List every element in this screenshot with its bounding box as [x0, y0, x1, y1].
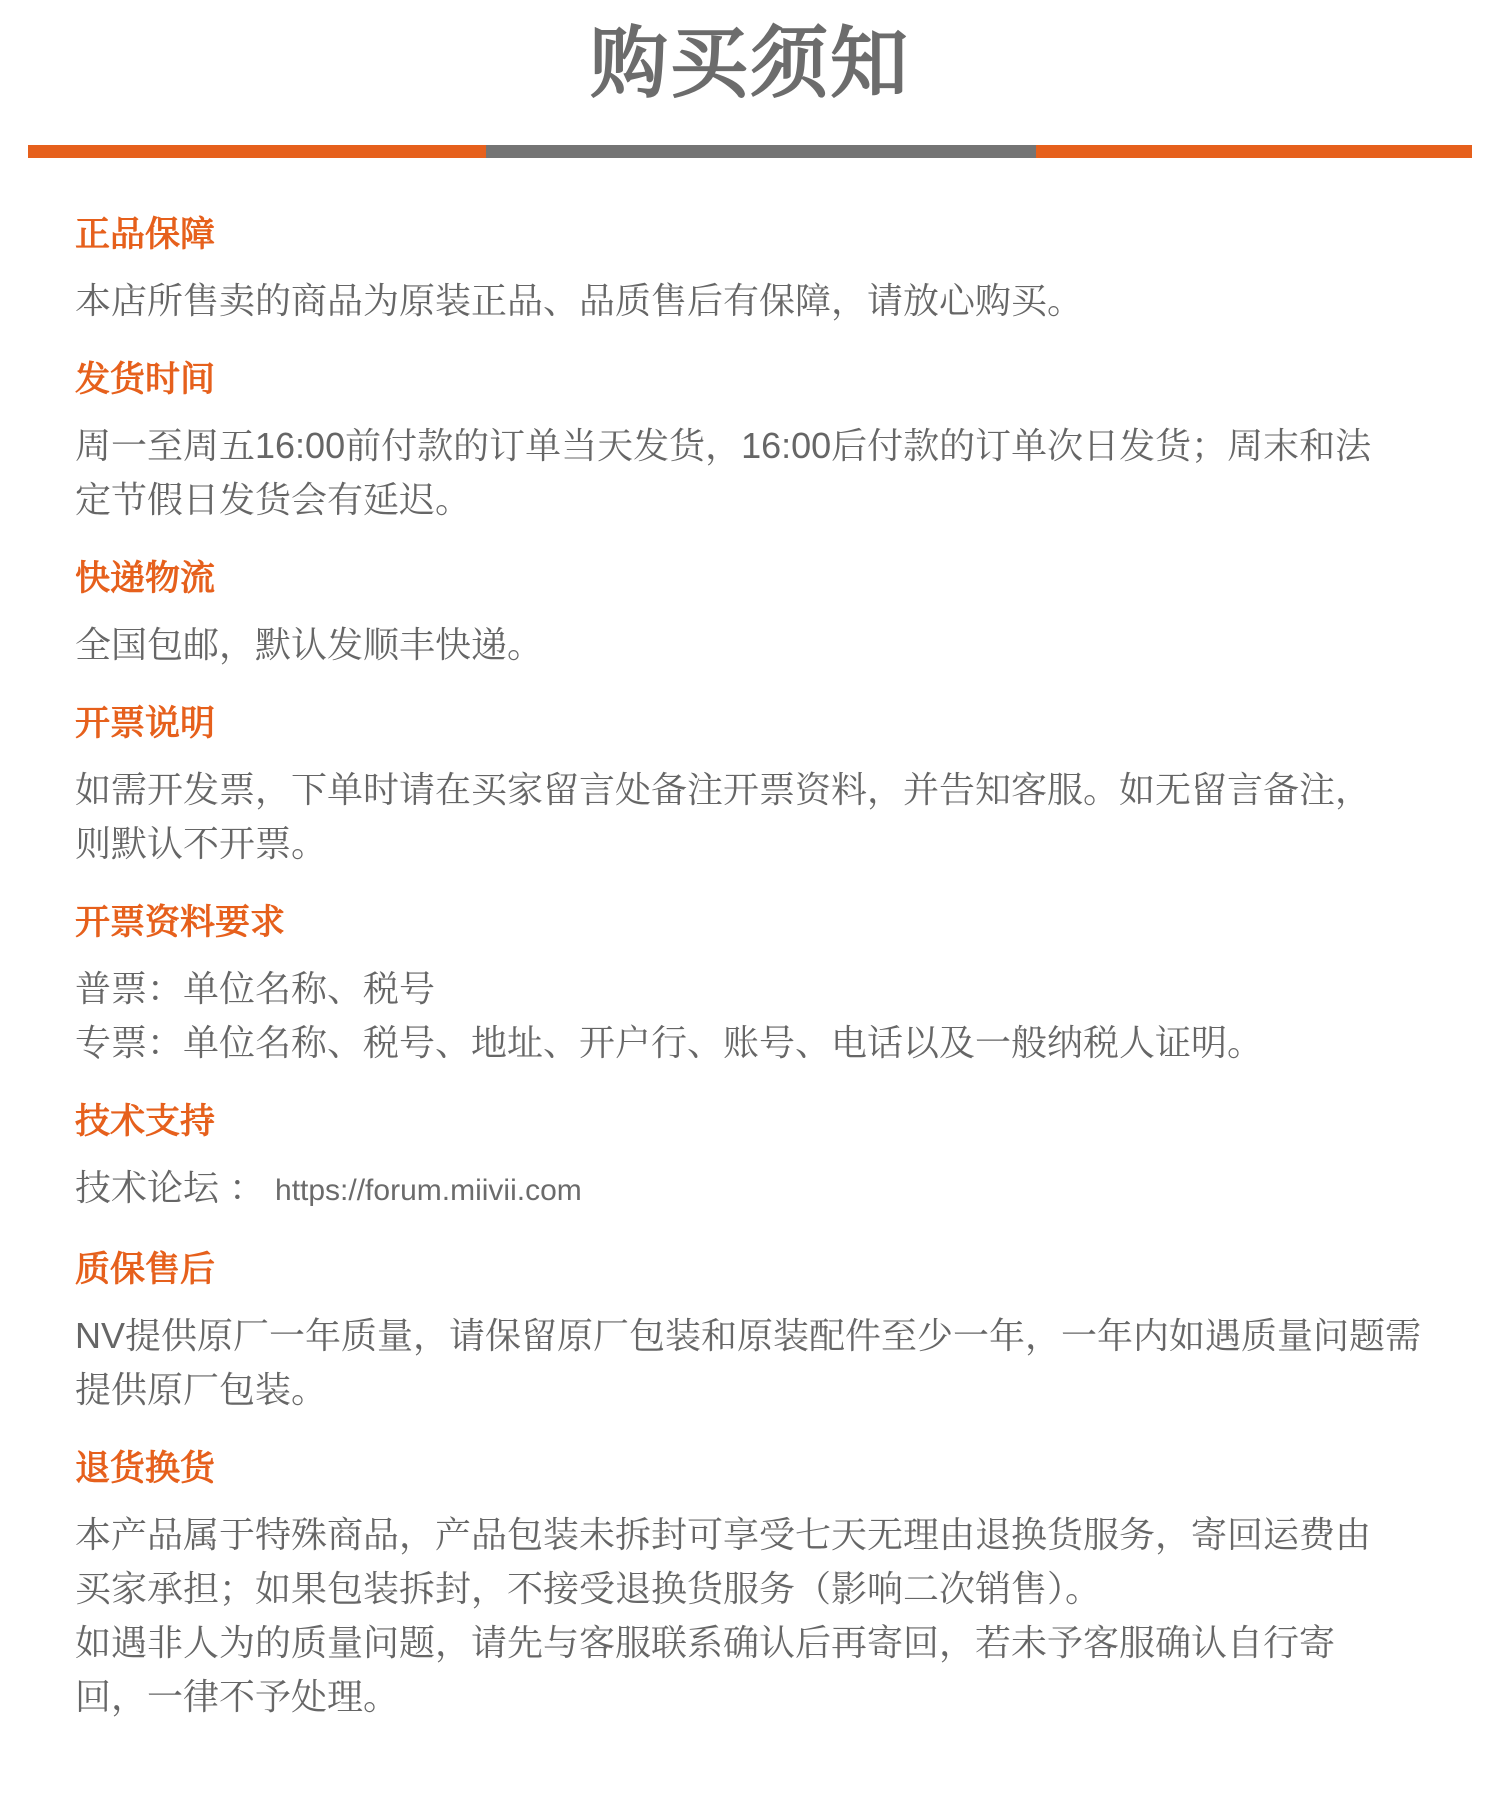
body-line: 买家承担；如果包装拆封，不接受退换货服务（影响二次销售）。 [75, 1568, 1102, 1609]
body-line: 专票：单位名称、税号、地址、开户行、账号、电话以及一般纳税人证明。 [75, 1022, 1264, 1063]
section-heading: 开票说明 [75, 704, 216, 743]
section-heading: 快递物流 [75, 559, 216, 598]
section-body [75, 763, 1460, 871]
body-line: 如遇非人为的质量问题，请先与客服联系确认后再寄回，若未予客服确认自行寄 [75, 1622, 1336, 1663]
body-line: 则默认不开票。 [75, 823, 328, 864]
body-line: 普票：单位名称、税号 [75, 968, 436, 1009]
divider-orange-left-segment [28, 145, 486, 158]
section-body [75, 419, 1460, 527]
tech-forum-url: https://forum.miivii.com [275, 1174, 582, 1207]
section-shipping-time [75, 362, 1460, 527]
body-line: 如需开发票，下单时请在买家留言处备注开票资料，并告知客服。如无留言备注， [75, 769, 1372, 810]
section-body [75, 274, 1460, 328]
section-body [75, 962, 1460, 1070]
section-heading: 退货换货 [75, 1449, 216, 1488]
section-invoice-instructions [75, 706, 1460, 871]
title-divider [28, 145, 1472, 158]
section-heading: 技术支持 [75, 1102, 216, 1141]
body-line: 本店所售卖的商品为原装正品、品质售后有保障，请放心购买。 [75, 280, 1084, 321]
section-express-logistics [75, 561, 1460, 672]
page-title: 购买须知 [589, 19, 910, 107]
notice-sections [0, 217, 1500, 1724]
section-return-exchange [75, 1451, 1460, 1724]
body-line: 提供原厂包装。 [75, 1369, 328, 1410]
section-technical-support [75, 1104, 1460, 1218]
section-heading: 开票资料要求 [75, 903, 286, 942]
section-body [75, 1508, 1460, 1724]
body-line: 本产品属于特殊商品，产品包装未拆封可享受七天无理由退换货服务，寄回运费由 [75, 1514, 1372, 1555]
section-heading: 发货时间 [75, 360, 216, 399]
body-line: NV提供原厂一年质量，请保留原厂包装和原装配件至少一年，一年内如遇质量问题需 [75, 1315, 1422, 1356]
section-body [75, 1161, 1460, 1218]
section-heading: 正品保障 [75, 215, 216, 254]
divider-gray-middle-segment [486, 145, 1036, 158]
section-genuine-guarantee [75, 217, 1460, 328]
body-line: 周一至周五16:00前付款的订单当天发货，16:00后付款的订单次日发货；周末和法 [75, 425, 1372, 466]
body-line: 回，一律不予处理。 [75, 1676, 400, 1717]
section-body [75, 1309, 1460, 1417]
body-line: 全国包邮，默认发顺丰快递。 [75, 624, 544, 665]
body-line: 定节假日发货会有延迟。 [75, 479, 472, 520]
section-invoice-info-requirements [75, 905, 1460, 1070]
section-heading: 质保售后 [75, 1250, 216, 1289]
section-body [75, 618, 1460, 672]
divider-orange-right-segment [1036, 145, 1472, 158]
tech-forum-label: 技术论坛 ： [75, 1167, 276, 1208]
section-warranty-aftersales [75, 1252, 1460, 1417]
tech-forum-line [75, 1161, 1460, 1218]
